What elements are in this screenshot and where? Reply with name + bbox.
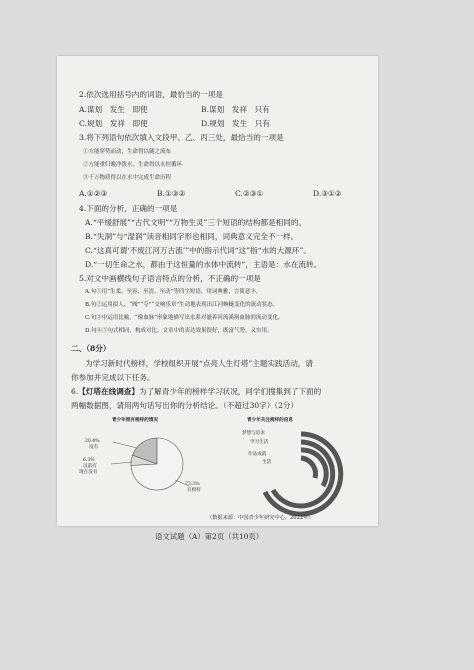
pie-title: 青少年拥有榜样的情况	[112, 418, 158, 423]
section-intro-line2: 你参加并完成以下任务。	[71, 373, 155, 382]
pie-label-former-text2: 现在没有	[79, 470, 98, 475]
q2-option-d: D.规划 发生 只有	[201, 119, 270, 128]
q3-option-c: C.②③①	[235, 189, 264, 198]
q2-option-a: A.谋划 发生 即使	[79, 105, 148, 114]
data-source: （数据来源：中国青少年研究中心，2022年）	[207, 515, 314, 521]
q3-option-b: B.①③②	[157, 189, 186, 198]
pie-label-has-text: 有榜样	[187, 488, 201, 493]
q4-stem: 4.下面的分析，正确的一项是	[79, 204, 178, 213]
q4-option-c: C.“这真可谓‘不废江河万古流’”中的指示代词“这”指“水的大源环”。	[85, 246, 311, 255]
q5-option-a: A.句①用“生柔、至容、至清、至动”等四字短语，用词典雅，言简意丰。	[85, 289, 262, 295]
pie-label-no-text: 没有	[89, 445, 99, 450]
exam-page	[57, 56, 378, 526]
q6-line1	[71, 387, 321, 397]
q3-option-a: A.①②③	[79, 189, 108, 198]
arc-ring-1	[265, 434, 341, 514]
section-intro-line1: 为学习新时代榜样，学校组织开展“点亮人生灯塔”主题实践活动，请	[85, 359, 313, 368]
q6-text-1: 为了解青少年的榜样学习状况，同学们搜集到了下面的	[139, 387, 322, 396]
page-footer: 语文试题（A）第2页（共10页）	[155, 532, 264, 541]
q3-sentence-1: ①方能穿势而动，生命得以随之流布	[83, 149, 172, 155]
q4-option-a: A.“平缓舒展”“古代文明”“万物生灵”三个短语的结构都是相同的。	[85, 218, 307, 227]
q2-option-b: B.谋划 发祥 只有	[201, 105, 270, 114]
q6-tag: 【灯塔在线调查】	[78, 387, 139, 396]
q4-option-d: D.“一切生命之水，都由于这恒量的水体中流转”，主语是：水在流转。	[85, 260, 322, 269]
q6-number: 6.	[71, 387, 79, 396]
q3-stem: 3.将下列语句依次填入文段甲、乙、丙三处，最恰当的一项是	[79, 133, 284, 142]
q2-option-c: C.规划 发祥 即使	[79, 119, 148, 128]
q4-option-b: B.“失洞”与“湿润”读音相同字形也相同，词典意义完全不一样。	[85, 232, 299, 241]
arc-ring-4	[301, 458, 316, 478]
q5-option-d: D.句④⑤句式相同，构成对比。文章中的表达效果很好，既富气势，又实用。	[85, 328, 273, 334]
q6-line2: 两幅数据图，请用两句话写出你的分析结论。（不超过30字）（2分）	[71, 401, 299, 410]
pie-label-no-pct: 20.4%	[85, 439, 100, 444]
arc-label-1: 梦想与追求	[242, 431, 265, 436]
q5-option-c: C.句③中运用比喻，“像血脉”形象地描写出水系对滋养河流溪涧血脉的流动变化。	[85, 315, 284, 321]
arc-label-3: 作品成就	[248, 452, 267, 457]
pie-label-former-text: 以前有	[83, 464, 97, 469]
section-heading: 二、（8分）	[71, 344, 111, 353]
arc-label-2: 学习生活	[250, 440, 269, 445]
q3-sentence-3: ③千万物质得以在水中完成生命历程	[83, 175, 172, 181]
pie-label-has-pct: 73.3%	[185, 482, 200, 487]
arc-label-4: 生活	[262, 460, 272, 465]
arc-title: 青少年关注榜样的信息	[247, 418, 293, 423]
q5-option-b: B.句②运用拟人，“阀”“夺”“交响乐章”生动地表现出江河蜿蜒变化的流动状态。	[85, 302, 279, 308]
q5-stem: 5.对文中画横线句子语言特点的分析，不正确的一项是	[79, 274, 261, 283]
pie-label-former-pct: 6.3%	[83, 458, 95, 463]
q3-option-d: D.③①②	[313, 189, 342, 198]
q2-stem: 2.依次选用括号内的词语，最恰当的一项是	[79, 90, 223, 99]
q3-sentence-2: ②方能重归晚净泼水，生命得以永恒循环	[83, 162, 183, 168]
